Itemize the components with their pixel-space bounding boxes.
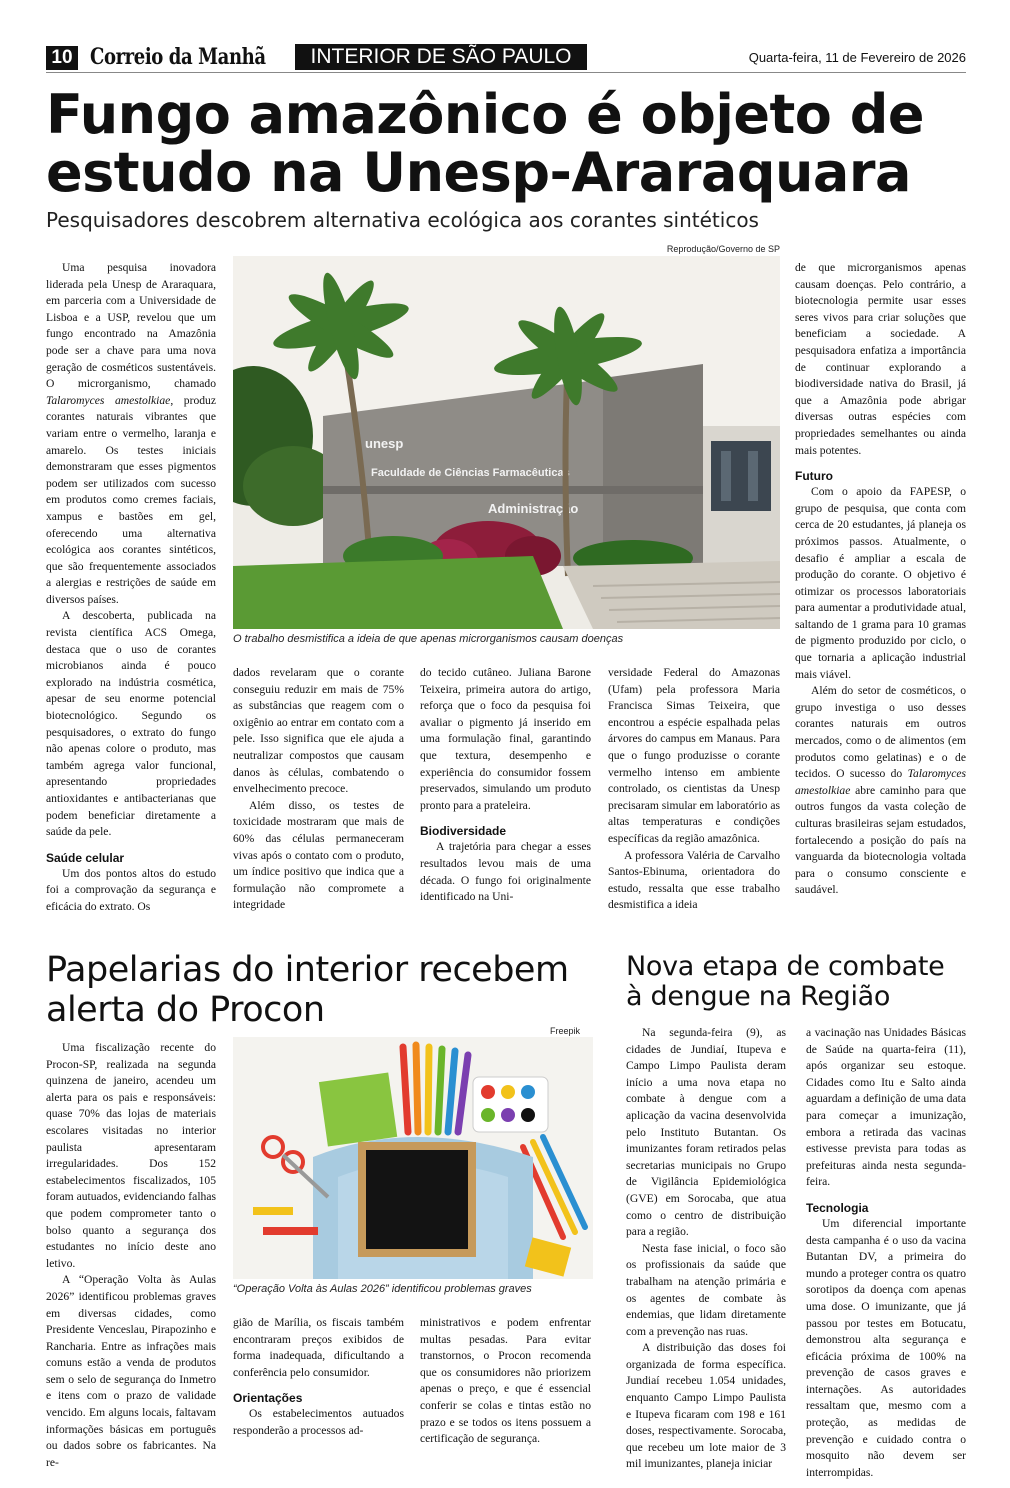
- article1-col2: [233, 665, 404, 914]
- article2-col1-p1: Uma fiscalização recente do Procon-SP, realizada na segunda quinzena de janeiro, acendeu um alerta para os pais e responsáveis: quase 70% das lojas de materiais escolares visitadas no interior paulista apresentaram irregularidades. Dos 152 estabelecimentos fiscalizados, 105 foram autuados, evidenciando falhas que podem comprometer tanto o bolso quanto a segurança dos estudantes no início deste ano letivo.: [46, 1041, 216, 1270]
- text-run: abre caminho para que outros fungos da vasta coleção de culturas brasileiras sejam estudados, fortalecendo a posição do país na vanguarda da biotecnologia voltada para o consumo consciente e saudável.: [795, 783, 966, 897]
- article2-col3: [420, 1315, 591, 1448]
- article1-col4: [608, 665, 780, 914]
- photo-sign-faculty: Faculdade de Ciências Farmacêuticas: [371, 467, 570, 479]
- publication-date: Quarta-feira, 11 de Fevereiro de 2026: [748, 50, 966, 65]
- species-name: Talaromyces amestolkiae: [795, 767, 966, 797]
- article1-col1-p1: [46, 260, 216, 608]
- article1-col4-p1: versidade Federal do Amazonas (Ufam) pela professora Maria Francisca Simas Teixeira, que encontrou a espécie espalhada pelas árvores do campus em Manaus. Para que o fungo produzisse o corante vermelho intenso em ambiente controlado, os cientistas da Unesp precisaram simular em laboratório as altas temperaturas e condições específicas da região amazônica.: [608, 666, 780, 845]
- article2-col1-p2: A “Operação Volta às Aulas 2026” identificou problemas graves em diversas cidades, como Presidente Venceslau, Pirapozinho e Rancharia. Entre as infrações mais comuns estão a venda de produtos sem o selo de segurança do Inmetro e itens com o prazo de validade vencido. Em alguns locais, faltavam informações básicas em português ou dados sobre os fabricantes. Na re-: [46, 1273, 216, 1469]
- article1-caption: O trabalho desmistifica a ideia de que apenas microrganismos causam doenças: [233, 633, 624, 645]
- article3-headline: Nova etapa de combate à dengue na Região: [626, 951, 945, 1012]
- species-name: Talaromyces amestolkiae: [46, 393, 171, 407]
- article2-headline: Papelarias do interior recebem alerta do Procon: [46, 950, 569, 1030]
- header-rule: [46, 72, 966, 73]
- article1-subhead-saude: Saúde celular: [46, 850, 125, 865]
- article3-col1: [626, 1025, 786, 1473]
- article3-col1-p3: A distribuição das doses foi organizada de forma específica. Jundiaí recebeu 1.054 unidades, enquanto Campo Limpo Paulista e Itupeva ficaram com 198 e 161 doses, respectivamente. Sorocaba, que recebeu um lote maior de 3 mil imunizantes, planeja iniciar: [626, 1341, 786, 1471]
- article1-col5-p1: de que microrganismos apenas causam doenças. Pelo contrário, a biotecnologia permite usar esses seres vivos para criar soluções que beneficiam a sociedade. A pesquisadora enfatiza a importância de continuar explorando a biodiversidade nativa do Brasil, já que a Amazônia pode abrigar diversas outras espécies com propriedades semelhantes ou ainda mais potentes.: [795, 261, 966, 457]
- article1-col5-p2: Com o apoio da FAPESP, o grupo de pesquisa, que conta com cerca de 20 estudantes, já planeja os próximos passos. Atualmente, o desafio é ampliar a escala de produção do corante. O objetivo é otimizar os processos laboratoriais para aumentar a produtividade atual, saltando de 1 grama para 10 gramas de pigmento produzido por ciclo, o que tornaria a aplicação industrial mais viável.: [795, 485, 966, 681]
- photo-sign-admin: Administração: [488, 501, 579, 516]
- article1-subtitle: Pesquisadores descobrem alternativa ecológica aos corantes sintéticos: [46, 208, 759, 232]
- newspaper-brand: Correio da Manhã: [90, 44, 266, 70]
- section-label: INTERIOR DE SÃO PAULO: [295, 44, 587, 70]
- article1-col1: [46, 260, 216, 916]
- article2-col1: [46, 1040, 216, 1471]
- article1-col3-p1: do tecido cutâneo. Juliana Barone Teixeira, primeira autora do artigo, reforça que o foco da pesquisa foi avaliar o pigmento já inserido em uma formulação final, garantindo que textura, desempenho e experiência do consumidor fossem preservados, simulando um produto pronto para a prateleira.: [420, 666, 591, 812]
- text-run: , produz corantes naturais vibrantes que variam entre o vermelho, laranja e amarelo. Os testes iniciais demonstraram que esses pigmentos podem ser utilizados com sucesso em produtos como cremes faciais, xampus e bastões em gel, oferecendo uma alternativa ecológica aos corantes sintéticos, que são frequentemente associados a alergias e restrições de saúde em diversos países.: [46, 393, 216, 606]
- article2-col2-p1: gião de Marília, os fiscais também encontraram preços exibidos de forma inadequada, dificultando a conferência pelo consumidor.: [233, 1316, 404, 1379]
- article3-col2-p1: a vacinação nas Unidades Básicas de Saúde na quarta-feira (11), após organizar seu estoque. Cidades como Itu e Salto ainda aguardam a definição de uma data para começar a imunização, embora a retirada das vacinas estivesse prevista para todas as prefeituras ainda nesta segunda-feira.: [806, 1026, 966, 1189]
- article2-photo: [233, 1037, 593, 1279]
- photo-sign-logo: unesp: [365, 436, 404, 451]
- article1-col3: [420, 665, 591, 906]
- article1-col2-p2: Além disso, os testes de toxicidade mostraram que mais de 60% das células permaneceram vivas após o contato com o produto, um índice positivo que indica que a formulação não compromete a integridade: [233, 798, 404, 912]
- article1-photo: [233, 256, 780, 629]
- article3-col2: [806, 1025, 966, 1481]
- article2-subhead-orientacoes: Orientações: [233, 1391, 303, 1406]
- text-run: Além do setor de cosméticos, o grupo investiga o uso desses corantes naturais em outros mercados, como o de alimentos (em produtos como gelatinas) e o de tecidos. O sucesso do: [795, 684, 966, 781]
- article1-col5: [795, 260, 966, 899]
- article3-col2-p2: Um diferencial importante desta campanha é o uso da vacina Butantan DV, a primeira do mundo a proteger contra os quatro sorotipos da doença com apenas uma dose. O imunizante, que já passou por testes em Botucatu, demonstrou alta segurança e eficácia próxima de 100% na prevenção de casos graves e internações. As autoridades ressaltam que, mesmo com a proteção, as medidas de prevenção e cuidado contra o mosquito não devem ser interrompidas.: [806, 1216, 966, 1479]
- article1-photo-credit: Reprodução/Governo de SP: [666, 244, 780, 254]
- article2-caption: “Operação Volta às Aulas 2026” identificou problemas graves: [233, 1283, 532, 1295]
- article1-subhead-futuro: Futuro: [795, 469, 833, 484]
- page-number: 10: [46, 46, 78, 70]
- text-run: Uma pesquisa inovadora liderada pela Unesp de Araraquara, em parceria com a Universidade de Lisboa e a USP, revelou que um fungo encontrado na Amazônia pode ser a chave para uma nova geração de cosméticos sustentáveis. O microrganismo, chamado: [46, 261, 216, 391]
- article3-col1-p1: Na segunda-feira (9), as cidades de Jundiaí, Itupeva e Campo Limpo Paulista deram início a uma nova etapa no combate à dengue com a aplicação da vacina desenvolvida pelo Instituto Butantan. Os imunizantes foram retirados pelas secretarias municipais no Grupo de Vigilância Epidemiológica (GVE) em Sorocaba, que atua como o centro de distribuição para a região.: [626, 1026, 786, 1239]
- article2-col2: [233, 1315, 404, 1440]
- article1-subhead-biodiversidade: Biodiversidade: [420, 824, 507, 839]
- article1-col4-p2: A professora Valéria de Carvalho Santos-Ebinuma, orientadora do estudo, ressalta que esse trabalho desmistifica a ideia: [608, 848, 780, 912]
- article2-col3-p1: ministrativos e podem enfrentar multas pesadas. Para evitar transtornos, o Procon recomenda que os consumidores não priorizem apenas o preço, e que é essencial conferir se colas e tintas estão no prazo e se todos os itens possuem a certificação de segurança.: [420, 1316, 591, 1446]
- article2-photo-credit: Freepik: [549, 1026, 580, 1036]
- article1-col1-p2: A descoberta, publicada na revista científica ACS Omega, destaca que o uso de corantes microbianos ainda é pouco explorado na indústria cosmética, apesar de seu enorme potencial biotecnológico. Segundo os pesquisadores, o extrato do fungo não apenas colore o produto, mas também agrega valor funcional, apresentando propriedades antioxidantes e antibacterianas que podem beneficiar diretamente a saúde da pele.: [46, 609, 216, 839]
- article3-subhead-tecnologia: Tecnologia: [806, 1200, 869, 1215]
- article1-col5-p3: [795, 683, 966, 899]
- article3-col1-p2: Nesta fase inicial, o foco são os profissionais da saúde que trabalham na atenção primária e os agentes de combate às endemias, que lidam diretamente com a prevenção nas ruas.: [626, 1241, 786, 1338]
- article1-headline: Fungo amazônico é objeto de estudo na Unesp-Araraquara: [46, 83, 924, 204]
- article1-col3-p2: A trajetória para chegar a esses resultados levou mais de uma década. O fungo foi originalmente identificado na Uni-: [420, 840, 591, 904]
- article2-col2-p2: Os estabelecimentos autuados responderão a processos ad-: [233, 1407, 404, 1437]
- article1-col1-p3: Um dos pontos altos do estudo foi a comprovação da segurança e eficácia do extrato. Os: [46, 866, 216, 913]
- article1-col2-p1: dados revelaram que o corante conseguiu reduzir em mais de 75% as substâncias que reagem com o oxigênio ao entrar em contato com a pele. Isso significa que ele ajuda a neutralizar compostos que causam danos às células, combatendo o envelhecimento precoce.: [233, 666, 404, 796]
